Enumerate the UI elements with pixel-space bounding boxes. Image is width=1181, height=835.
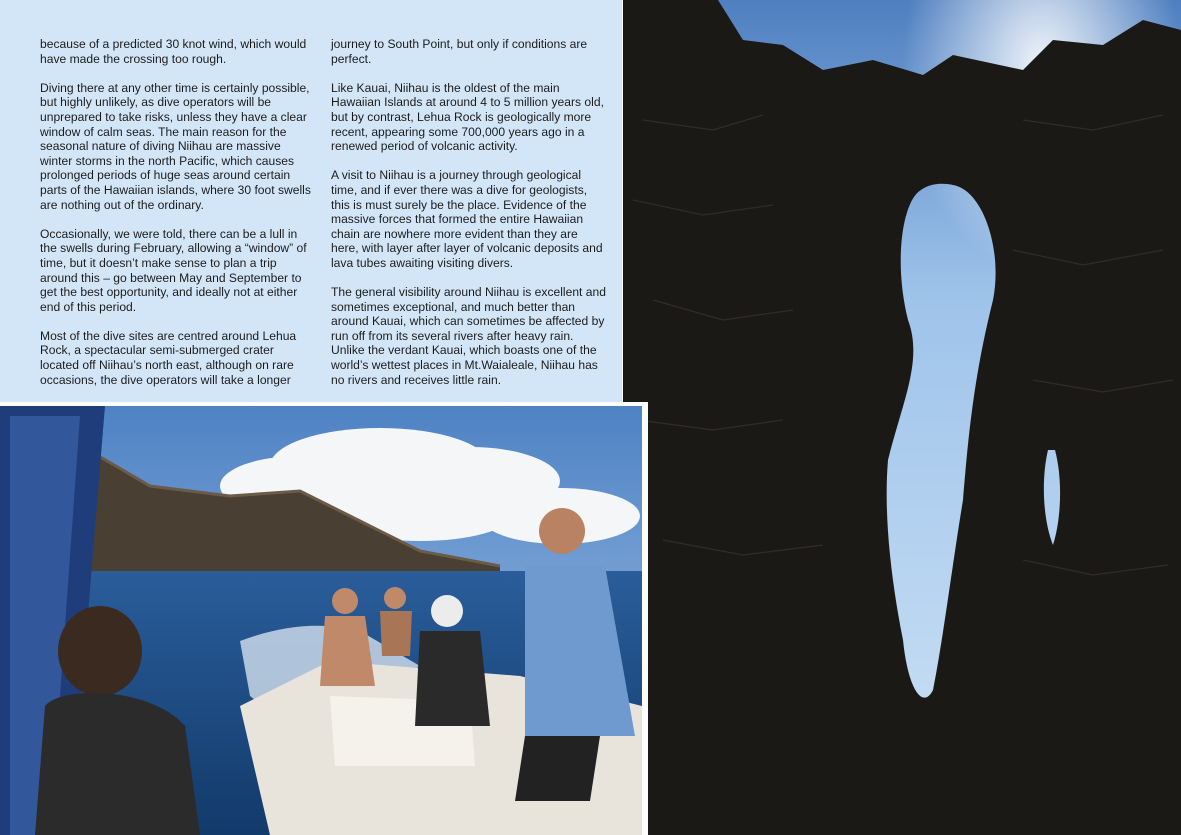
paragraph: Most of the dive sites are centred around Lehua Rock, a spectacular semi-submerged crater located off Niihau’s north east, although on rare occasions, the dive operators will take a longer <box>40 328 297 387</box>
boat-photo <box>0 402 648 835</box>
rock-arch-photo <box>623 0 1181 835</box>
article-text-panel <box>0 0 622 402</box>
paragraph: The general visibility around Niihau is excellent and sometimes exceptional, and much better than around Kauai, which can sometimes be affected by run off from its several rivers after heavy rain. Unlike the verdant Kauai, which boasts one of the world’s wettest places in Mt.Waialeale, Niihau has no rivers and receives little rain. <box>331 285 606 387</box>
paragraph: because of a predicted 30 knot wind, which would have made the crossing too rough. <box>40 37 307 66</box>
article-column-right <box>331 37 607 402</box>
paragraph: Like Kauai, Niihau is the oldest of the main Hawaiian Islands at around 4 to 5 million years old, but by contrast, Lehua Rock is geologically more recent, appearing some 700,000 years ago in a renewed period of volcanic activity. <box>331 80 604 154</box>
paragraph: Occasionally, we were told, there can be a lull in the swells during February, allowing a “window” of time, but it doesn’t make sense to plan a trip around this – go between May and September to get the best opportunity, and ideally not at either end of this period. <box>40 226 307 314</box>
paragraph: A visit to Niihau is a journey through geological time, and if ever there was a dive for geologists, this is must surely be the place. Evidence of the massive forces that formed the entire Hawaiian chain are nowhere more evident than they are here, with layer after layer of volcanic deposits and lava tubes awaiting visiting divers. <box>331 168 603 270</box>
paragraph: journey to South Point, but only if conditions are perfect. <box>331 37 588 66</box>
paragraph: Diving there at any other time is certainly possible, but highly unlikely, as dive operators will be unprepared to take risks, unless they have a clear window of calm seas. The main reason for the seasonal nature of diving Niihau are massive winter storms in the north Pacific, which causes prolonged periods of huge seas around certain parts of the Hawaiian islands, where 30 foot swells are nothing out of the ordinary. <box>40 80 311 212</box>
boat-scene-illustration <box>0 406 642 835</box>
rock-arch-illustration <box>623 0 1181 835</box>
article-column-left <box>40 37 316 402</box>
